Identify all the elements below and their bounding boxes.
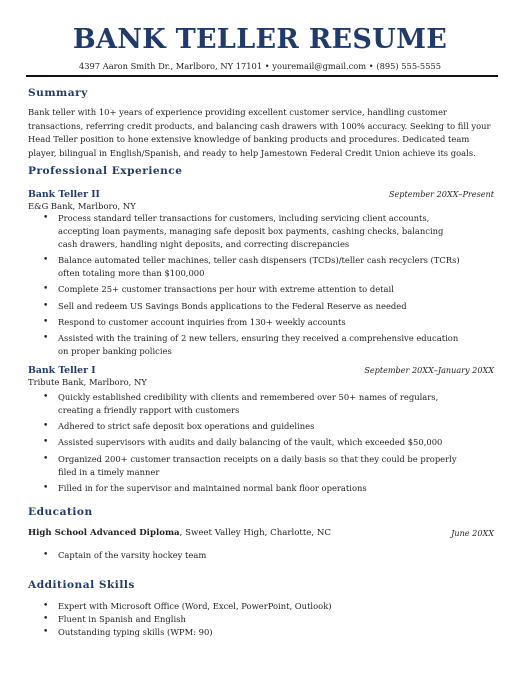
job-company: Tribute Bank, Marlboro, NY xyxy=(28,377,147,387)
job-dates: September 20XX–Present xyxy=(388,189,494,199)
education-heading: Education xyxy=(28,506,93,518)
summary-heading: Summary xyxy=(28,87,88,99)
job-title: Bank Teller II xyxy=(28,189,100,200)
job-title: Bank Teller I xyxy=(28,365,96,376)
job-bullet-list xyxy=(36,212,460,361)
resume-title: BANK TELLER RESUME xyxy=(72,24,448,55)
degree-name: High School Advanced Diploma xyxy=(28,528,180,538)
list-item: • Filled in for the supervisor and maintained normal bank floor operations xyxy=(36,482,460,495)
school-name: , Sweet Valley High, Charlotte, NC xyxy=(179,528,331,538)
job-dates: September 20XX–January 20XX xyxy=(364,365,494,375)
header-divider xyxy=(26,75,498,77)
job-company: E&G Bank, Marlboro, NY xyxy=(28,201,136,211)
contact-info: 4397 Aaron Smith Dr., Marlboro, NY 17101 • youremail@gmail.com • (895) 555-5555 xyxy=(78,61,442,71)
list-item: • Complete 25+ customer transactions per hour with extreme attention to detail xyxy=(36,283,460,296)
list-item: • Organized 200+ customer transaction receipts on a daily basis so that they could be properly filed in a timely manner xyxy=(36,453,460,479)
list-item: • Fluent in Spanish and English xyxy=(36,613,460,626)
education-bullet-list xyxy=(36,549,460,562)
list-item: • Captain of the varsity hockey team xyxy=(36,549,460,562)
education-entry xyxy=(28,527,331,540)
list-item: • Assisted with the training of 2 new tellers, ensuring they received a comprehensive education on proper banking policies xyxy=(36,332,460,358)
list-item: • Process standard teller transactions for customers, including servicing client accounts, accepting loan payments, managing safe deposit box payments, cashing checks, balancing cash drawers, handling night deposits, and correcting discrepancies xyxy=(36,212,460,251)
list-item: • Adhered to strict safe deposit box operations and guidelines xyxy=(36,420,460,433)
job-bullet-list xyxy=(36,391,460,498)
education-date: June 20XX xyxy=(451,528,494,538)
list-item: • Sell and redeem US Savings Bonds applications to the Federal Reserve as needed xyxy=(36,300,460,313)
list-item: • Assisted supervisors with audits and daily balancing of the vault, which exceeded $50,000 xyxy=(36,436,460,449)
experience-heading: Professional Experience xyxy=(28,165,183,177)
skills-heading: Additional Skills xyxy=(28,579,135,591)
list-item: • Respond to customer account inquiries from 130+ weekly accounts xyxy=(36,316,460,329)
list-item: • Outstanding typing skills (WPM: 90) xyxy=(36,626,460,639)
list-item: • Expert with Microsoft Office (Word, Excel, PowerPoint, Outlook) xyxy=(36,600,460,613)
skills-list xyxy=(36,600,460,639)
list-item: • Balance automated teller machines, teller cash dispensers (TCDs)/teller cash recyclers (TCRs) often totaling more than $100,000 xyxy=(36,254,460,280)
list-item: • Quickly established credibility with clients and remembered over 50+ names of regulars, creating a friendly rapport with customers xyxy=(36,391,460,417)
summary-text: Bank teller with 10+ years of experience providing excellent customer service, handling customer transactions, referring credit products, and balancing cash drawers with 100% accuracy. Seeking to fill your Head Teller position to hone extensive knowledge of banking products and procedures. Dedicated team player, bilingual in English/Spanish, and ready to help Jamestown Federal Credit Union achieve its goals. xyxy=(28,107,491,158)
